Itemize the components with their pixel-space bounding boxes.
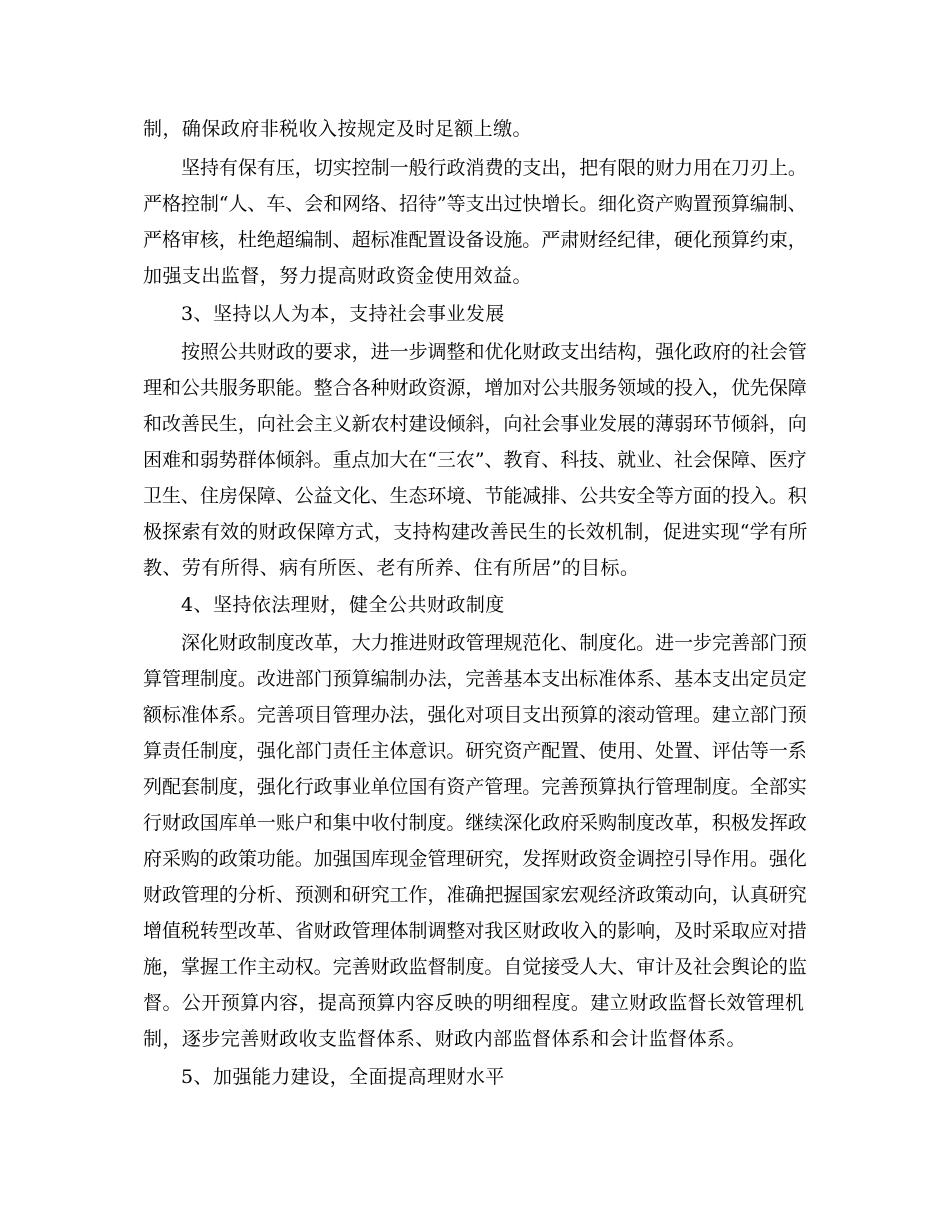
section-heading-4: 4、坚持依法理财，健全公共财政制度 [181, 594, 505, 616]
body-text-line: 和改善民生，向社会主义新农村建设倾斜，向社会事业发展的薄弱环节倾斜，向 [143, 413, 807, 435]
body-text-line: 算管理制度。改进部门预算编制办法，完善基本支出标准体系、基本支出定员定 [143, 668, 807, 690]
body-text-line: 严格控制“人、车、会和网络、招待”等支出过快增长。细化资产购置预算编制、 [143, 193, 807, 215]
body-text-line: 算责任制度，强化部门责任主体意识。研究资产配置、使用、处置、评估等一系 [143, 740, 807, 762]
body-text-line: 府采购的政策功能。加强国库现金管理研究，发挥财政资金调控引导作用。强化 [143, 848, 807, 870]
body-text-line: 加强支出监督，努力提高财政资金使用效益。 [143, 265, 533, 287]
body-text-line: 额标准体系。完善项目管理办法，强化对项目支出预算的滚动管理。建立部门预 [143, 704, 807, 726]
body-text-line: 卫生、住房保障、公益文化、生态环境、节能减排、公共安全等方面的投入。积 [143, 485, 807, 507]
body-text-line: 督。公开预算内容，提高预算内容反映的明细程度。建立财政监督长效管理机 [143, 992, 805, 1014]
body-text-line: 财政管理的分析、预测和研究工作，准确把握国家宏观经济政策动向，认真研究 [143, 884, 807, 906]
body-text-line: 施，掌握工作主动权。完善财政监督制度。自觉接受人大、审计及社会舆论的监 [143, 956, 807, 978]
body-text-line: 行财政国库单一账户和集中收付制度。继续深化政府采购制度改革，积极发挥政 [143, 812, 807, 834]
body-text-line: 教、劳有所得、病有所医、老有所养、住有所居”的目标。 [143, 557, 640, 579]
section-heading-5: 5、加强能力建设，全面提高理财水平 [181, 1066, 505, 1088]
body-text-line: 增值税转型改革、省财政管理体制调整对我区财政收入的影响，及时采取应对措 [143, 920, 807, 942]
section-heading-3: 3、坚持以人为本，支持社会事业发展 [181, 303, 505, 325]
body-text-line: 严格审核，杜绝超编制、超标准配置设备设施。严肃财经纪律，硬化预算约束， [143, 229, 807, 251]
body-text-line: 理和公共服务职能。整合各种财政资源，增加对公共服务领域的投入，优先保障 [143, 377, 807, 399]
body-text-line: 列配套制度，强化行政事业单位国有资产管理。完善预算执行管理制度。全部实 [143, 776, 807, 798]
body-text-line: 制，确保政府非税收入按规定及时足额上缴。 [143, 118, 533, 140]
body-text-line: 极探索有效的财政保障方式，支持构建改善民生的长效机制，促进实现“学有所 [143, 521, 808, 543]
paragraph-first-line: 坚持有保有压，切实控制一般行政消费的支出，把有限的财力用在刀刃上。 [181, 157, 807, 179]
body-text-line: 制，逐步完善财政收支监督体系、财政内部监督体系和会计监督体系。 [143, 1028, 746, 1050]
paragraph-first-line: 按照公共财政的要求，进一步调整和优化财政支出结构，强化政府的社会管 [181, 341, 807, 363]
body-text-line: 困难和弱势群体倾斜。重点加大在“三农”、教育、科技、就业、社会保障、医疗 [143, 449, 807, 471]
paragraph-first-line: 深化财政制度改革，大力推进财政管理规范化、制度化。进一步完善部门预 [181, 632, 807, 654]
